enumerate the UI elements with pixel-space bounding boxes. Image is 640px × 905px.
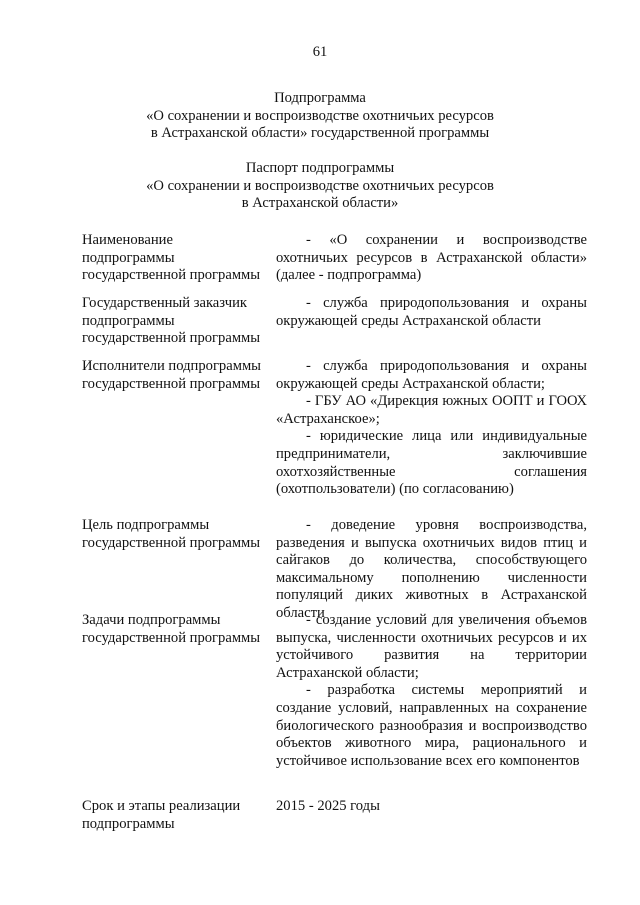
row-label-line: государственной программы [82,534,261,551]
subprogram-title-line: в Астраханской области» государственной программы [150,125,490,142]
row-label-line: подпрограммы [82,815,175,832]
row-value-item: - разработка системы мероприятий и создание условий, направленных на сохранение биологического разнообразия и воспроизводство объектов животного мира, рационального и устойчивое использование всех его компонентов [276,682,587,769]
row-value-period [276,798,587,816]
row-label-line: Цель подпрограммы [82,517,210,533]
passport-title [100,160,540,213]
row-value-item: - «О сохранении и воспроизводстве охотничьих ресурсов в Астраханской области» (далее - подпрограмма) [276,232,587,284]
row-label-line: государственной программы [82,330,261,347]
row-label-line: государственной программы [82,267,261,284]
row-value-item: - служба природопользования и охраны окружающей среды Астраханской области [276,295,587,329]
row-label-name [82,232,272,285]
subprogram-title [100,90,540,143]
row-value-customer [276,295,587,330]
row-value-item: - доведение уровня воспроизводства, разведения и выпуска охотничьих видов птиц и сайгаков до количества, способствующего максимальному пополнению численности популяций диких животных в Астраханской области [276,517,587,621]
row-label-line: Задачи подпрограммы [82,612,221,628]
row-value-item: 2015 - 2025 годы [276,798,380,814]
row-label-period [82,798,272,833]
row-value-item: - юридические лица или индивидуальные предприниматели, заключившие охотхозяйственные соглашения (охотпользователи) (по согласованию) [276,428,587,498]
row-label-line: государственной программы [82,629,261,646]
row-value-executors [276,358,587,499]
row-label-line: государственной программы [82,375,261,392]
row-value-item: - служба природопользования и охраны окружающей среды Астраханской области; [276,358,587,392]
row-value-item: - создание условий для увеличения объемов выпуска, численности охотничьих ресурсов и их устойчивого развития на территории Астраханской области; [276,612,587,681]
passport-title-line: Паспорт подпрограммы [245,160,395,176]
passport-title-line: «О сохранении и воспроизводстве охотничьих ресурсов [146,177,494,194]
subprogram-title-line: Подпрограмма [274,90,366,106]
row-value-name [276,232,587,285]
row-label-line: подпрограммы [82,312,175,329]
page-number: 61 [312,44,328,60]
row-label-goal [82,517,272,552]
row-label-executors [82,358,272,393]
row-value-tasks [276,612,587,770]
row-label-line: Исполнители подпрограммы [82,358,261,374]
row-label-customer [82,295,272,348]
row-label-tasks [82,612,272,647]
row-label-line: Срок и этапы реализации [82,798,241,814]
row-label-line: Наименование [82,232,173,248]
row-label-line: Государственный заказчик [82,295,247,311]
row-value-goal [276,517,587,623]
row-label-line: подпрограммы [82,249,175,266]
subprogram-title-line: «О сохранении и воспроизводстве охотничьих ресурсов [146,107,494,124]
passport-title-line: в Астраханской области» [241,195,399,212]
row-value-item: - ГБУ АО «Дирекция южных ООПТ и ГООХ «Астраханское»; [276,393,587,427]
